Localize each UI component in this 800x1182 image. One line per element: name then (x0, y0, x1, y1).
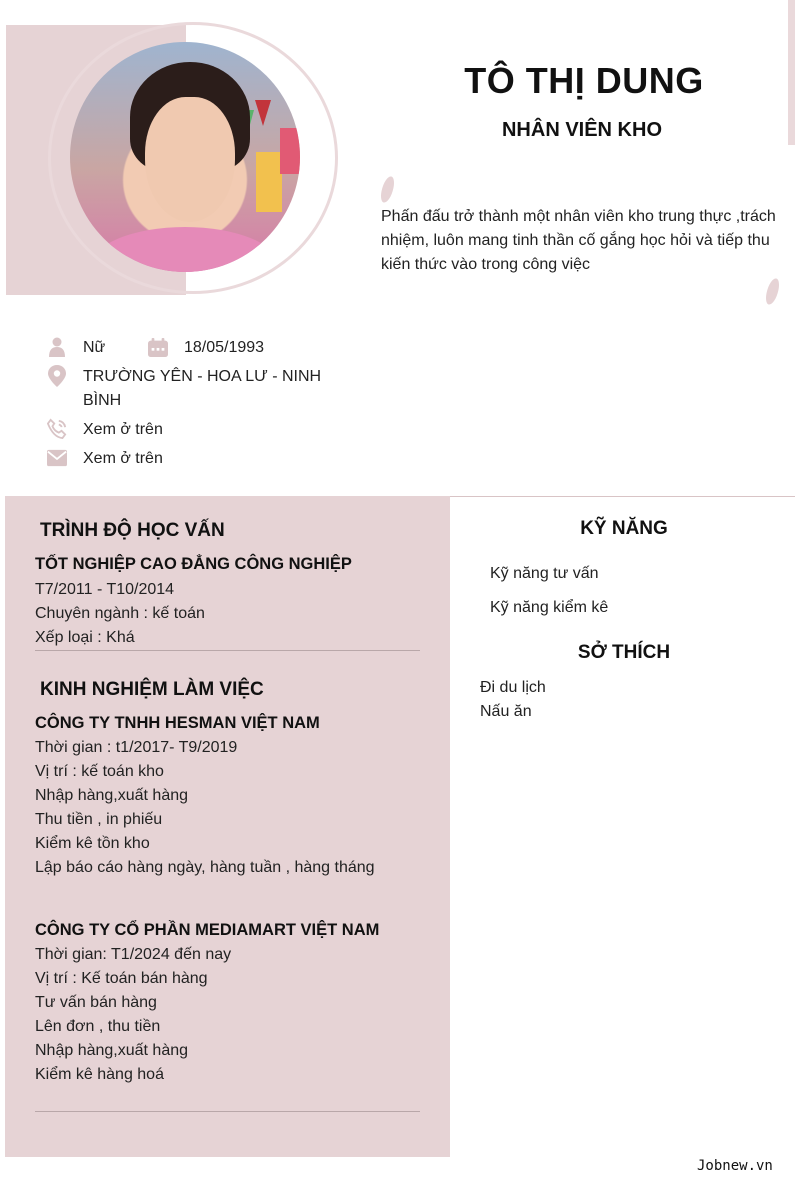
gender-value: Nữ (83, 339, 106, 356)
section-divider (450, 496, 795, 497)
job-line: Tư vấn bán hàng (35, 994, 157, 1011)
job-line: Nhập hàng,xuất hàng (35, 1042, 189, 1059)
job-title: NHÂN VIÊN KHO (501, 119, 662, 141)
job-line: Kiểm kê hàng hoá (35, 1066, 164, 1083)
job-line: Lên đơn , thu tiền (35, 1018, 161, 1035)
flag-decoration (255, 100, 271, 126)
phone-icon (47, 418, 67, 440)
job-company: CÔNG TY CỔ PHẦN MEDIAMART VIỆT NAM (35, 921, 380, 939)
face (145, 97, 235, 222)
career-objective: Phấn đấu trở thành một nhân viên kho trung thực ,trách nhiệm, luôn mang tinh thần cố gắng học hỏi và tiếp thu kiến thức vào trong công việc (381, 208, 776, 273)
education-divider (35, 650, 420, 651)
close-quote-icon (764, 277, 780, 306)
education-details (35, 578, 205, 650)
education-period: T7/2011 - T10/2014 (35, 581, 175, 598)
job-line: Kiểm kê tồn kho (35, 835, 150, 852)
job-company: CÔNG TY TNHH HESMAN VIỆT NAM (35, 714, 320, 732)
hobby-item: Đi du lịch (480, 679, 546, 696)
education-school: TỐT NGHIỆP CAO ĐẲNG CÔNG NGHIỆP (35, 555, 352, 573)
experience-heading: KINH NGHIỆM LÀM VIỆC (40, 679, 264, 700)
job-line: Thời gian: T1/2024 đến nay (35, 946, 232, 963)
job-details (35, 736, 375, 880)
job-line: Lập báo cáo hàng ngày, hàng tuần , hàng tháng (35, 859, 375, 876)
address-value: TRƯỜNG YÊN - HOA LƯ - NINH BÌNH (83, 368, 322, 409)
job-line: Nhập hàng,xuất hàng (35, 787, 189, 804)
phone-value: Xem ở trên (83, 421, 163, 438)
footer-watermark: Jobnew.vn (697, 1158, 773, 1174)
email-row (47, 447, 163, 471)
hobbies-heading: SỞ THÍCH (577, 642, 671, 663)
education-major: Chuyên ngành : kế toán (35, 605, 205, 622)
candidate-name: TÔ THỊ DUNG (464, 60, 704, 101)
birthday-row (148, 336, 264, 360)
job-line: Thu tiền , in phiếu (35, 811, 163, 828)
address-row (47, 365, 337, 413)
email-value: Xem ở trên (83, 450, 163, 467)
store-sign (256, 152, 282, 212)
shirt (90, 227, 280, 272)
job-details (35, 943, 231, 1087)
user-icon (47, 336, 67, 358)
skill-item: Kỹ năng kiểm kê (490, 599, 609, 616)
hobby-item: Nấu ăn (480, 703, 532, 720)
birthday-value: 18/05/1993 (184, 339, 265, 356)
gender-row (47, 336, 105, 360)
experience-divider (35, 1111, 420, 1112)
skills-heading: KỸ NĂNG (580, 518, 668, 539)
job-line: Thời gian : t1/2017- T9/2019 (35, 739, 238, 756)
open-quote-icon (379, 175, 395, 204)
avatar-photo (70, 42, 300, 272)
phone-row (47, 418, 163, 442)
education-grade: Xếp loại : Khá (35, 629, 135, 646)
mail-icon (47, 447, 67, 469)
store-sign (280, 128, 300, 174)
education-heading: TRÌNH ĐỘ HỌC VẤN (40, 520, 225, 541)
skill-item: Kỹ năng tư vấn (490, 565, 599, 582)
calendar-icon (148, 336, 168, 358)
location-pin-icon (47, 365, 67, 387)
job-line: Vị trí : Kế toán bán hàng (35, 970, 208, 987)
job-line: Vị trí : kế toán kho (35, 763, 164, 780)
